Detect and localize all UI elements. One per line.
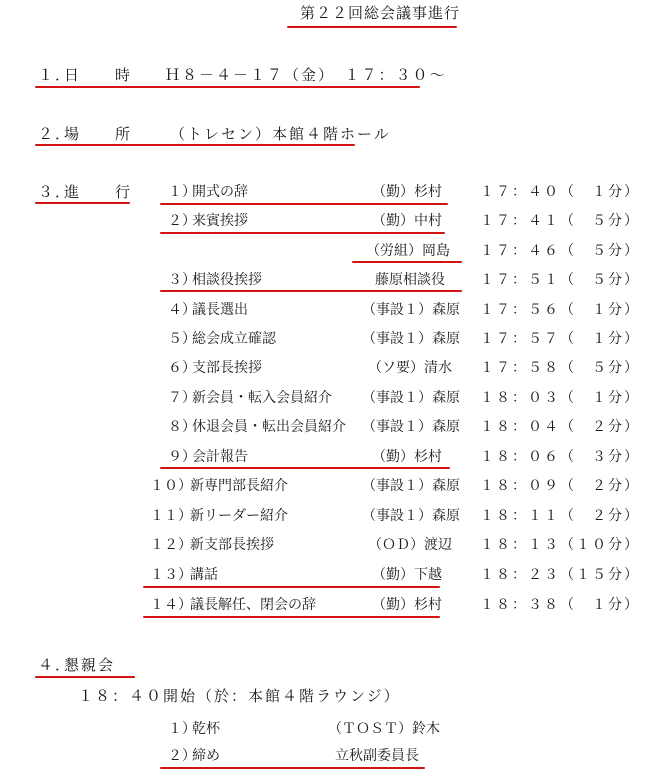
- item-time: １８：０３（ １分）: [480, 390, 640, 406]
- section-2-number: ２．: [38, 125, 73, 143]
- section-4-underline: [35, 676, 135, 678]
- section-3-number: ３．: [38, 183, 73, 201]
- item-number: ６）: [168, 360, 196, 376]
- item-time: １７：５７（ １分）: [480, 331, 640, 347]
- item-text: 来賓挨拶: [192, 213, 248, 229]
- item-text: 会計報告: [192, 449, 248, 465]
- item-underline: [160, 467, 450, 469]
- section-2-label: 場 所: [64, 125, 133, 143]
- party-item-text: 締め: [192, 748, 220, 764]
- item-text: 新支部長挨拶: [190, 537, 274, 553]
- section-2-underline: [35, 144, 355, 146]
- item-text: 講話: [190, 567, 218, 583]
- party-item-number: １）: [168, 721, 196, 737]
- section-1-underline: [35, 86, 420, 88]
- item-number: ２）: [168, 213, 196, 229]
- item-speaker: （事設１）森原: [362, 390, 460, 406]
- item-underline: [160, 232, 445, 234]
- item-speaker: （事設１）森原: [362, 302, 460, 318]
- item-text: 支部長挨拶: [192, 360, 262, 376]
- item-time: １８：２３（１５分）: [480, 567, 640, 583]
- item-number: １４）: [150, 597, 192, 613]
- item-number: １）: [168, 184, 196, 200]
- item-text: 休退会員・転出会員紹介: [192, 419, 346, 435]
- section-1-number: １．: [38, 66, 73, 84]
- item-time: １８：０９（ ２分）: [480, 478, 640, 494]
- item-time: １７：４０（ １分）: [480, 184, 640, 200]
- item-underline: [160, 203, 448, 205]
- party-item-underline: [160, 767, 425, 769]
- item-text: 相談役挨拶: [192, 272, 262, 288]
- item-time: １７：５８（ ５分）: [480, 360, 640, 376]
- item-speaker: （勤）下越: [372, 567, 442, 583]
- item-time: １８：３８（ １分）: [480, 597, 640, 613]
- item-speaker: （勤）杉村: [372, 597, 442, 613]
- item-speaker: （事設１）森原: [362, 419, 460, 435]
- item-speaker: （勤）杉村: [372, 184, 442, 200]
- item-number: １３）: [150, 567, 192, 583]
- party-item-speaker: （ＴＯＳＴ）鈴木: [328, 721, 440, 737]
- item-text: 議長選出: [192, 302, 248, 318]
- section-3-label: 進 行: [64, 183, 133, 201]
- item-underline: [352, 261, 462, 263]
- section-4-label: 懇親会: [64, 656, 116, 674]
- item-time: １７：５６（ １分）: [480, 302, 640, 318]
- item-number: １２）: [150, 537, 192, 553]
- section-1-label: 日 時: [64, 66, 133, 84]
- item-underline: [143, 586, 440, 588]
- item-number: １１）: [150, 508, 192, 524]
- item-speaker: （勤）杉村: [372, 449, 442, 465]
- item-number: ９）: [168, 449, 196, 465]
- section-2-value: （トレセン）本館４階ホール: [170, 125, 391, 143]
- section-4-number: ４．: [38, 656, 73, 674]
- item-number: ４）: [168, 302, 196, 318]
- document-title: 第２２回総会議事進行: [300, 4, 461, 22]
- item-number: １０）: [150, 478, 192, 494]
- section-3-underline: [35, 202, 130, 204]
- item-number: ５）: [168, 331, 196, 347]
- item-text: 開式の辞: [192, 184, 248, 200]
- title-underline: [287, 26, 457, 28]
- party-item-speaker: 立秋副委員長: [335, 748, 419, 764]
- item-time: １８：１３（１０分）: [480, 537, 640, 553]
- item-time: １８：０４（ ２分）: [480, 419, 640, 435]
- item-time: １８：１１（ ２分）: [480, 508, 640, 524]
- item-text: 新専門部長紹介: [190, 478, 288, 494]
- item-time: １８：０６（ ３分）: [480, 449, 640, 465]
- item-underline: [143, 616, 440, 618]
- item-text: 新会員・転入会員紹介: [192, 390, 332, 406]
- party-item-number: ２）: [168, 748, 196, 764]
- section-1-value: Ｈ８－４－１７（金） １７：３０～: [165, 66, 447, 84]
- item-number: ７）: [168, 390, 196, 406]
- item-text: 議長解任、閉会の辞: [190, 597, 316, 613]
- item-time: １７：４６（ ５分）: [480, 243, 640, 259]
- party-item-text: 乾杯: [192, 721, 220, 737]
- item-speaker: （事設１）森原: [362, 508, 460, 524]
- item-underline: [160, 290, 462, 292]
- item-speaker: （勤）中村: [372, 213, 442, 229]
- item-speaker: （ＯＤ）渡辺: [368, 537, 452, 553]
- item-speaker: （事設１）森原: [362, 331, 460, 347]
- item-text: 総会成立確認: [192, 331, 276, 347]
- item-time: １７：４１（ ５分）: [480, 213, 640, 229]
- item-speaker: 藤原相談役: [375, 272, 445, 288]
- item-number: ８）: [168, 419, 196, 435]
- party-start-info: １８：４０開始（於：本館４階ラウンジ）: [78, 687, 401, 705]
- item-number: ３）: [168, 272, 196, 288]
- item-time: １７：５１（ ５分）: [480, 272, 640, 288]
- item-speaker: （労組）岡島: [366, 243, 450, 259]
- item-text: 新リーダー紹介: [190, 508, 288, 524]
- item-speaker: （ソ要）清水: [368, 360, 452, 376]
- item-speaker: （事設１）森原: [362, 478, 460, 494]
